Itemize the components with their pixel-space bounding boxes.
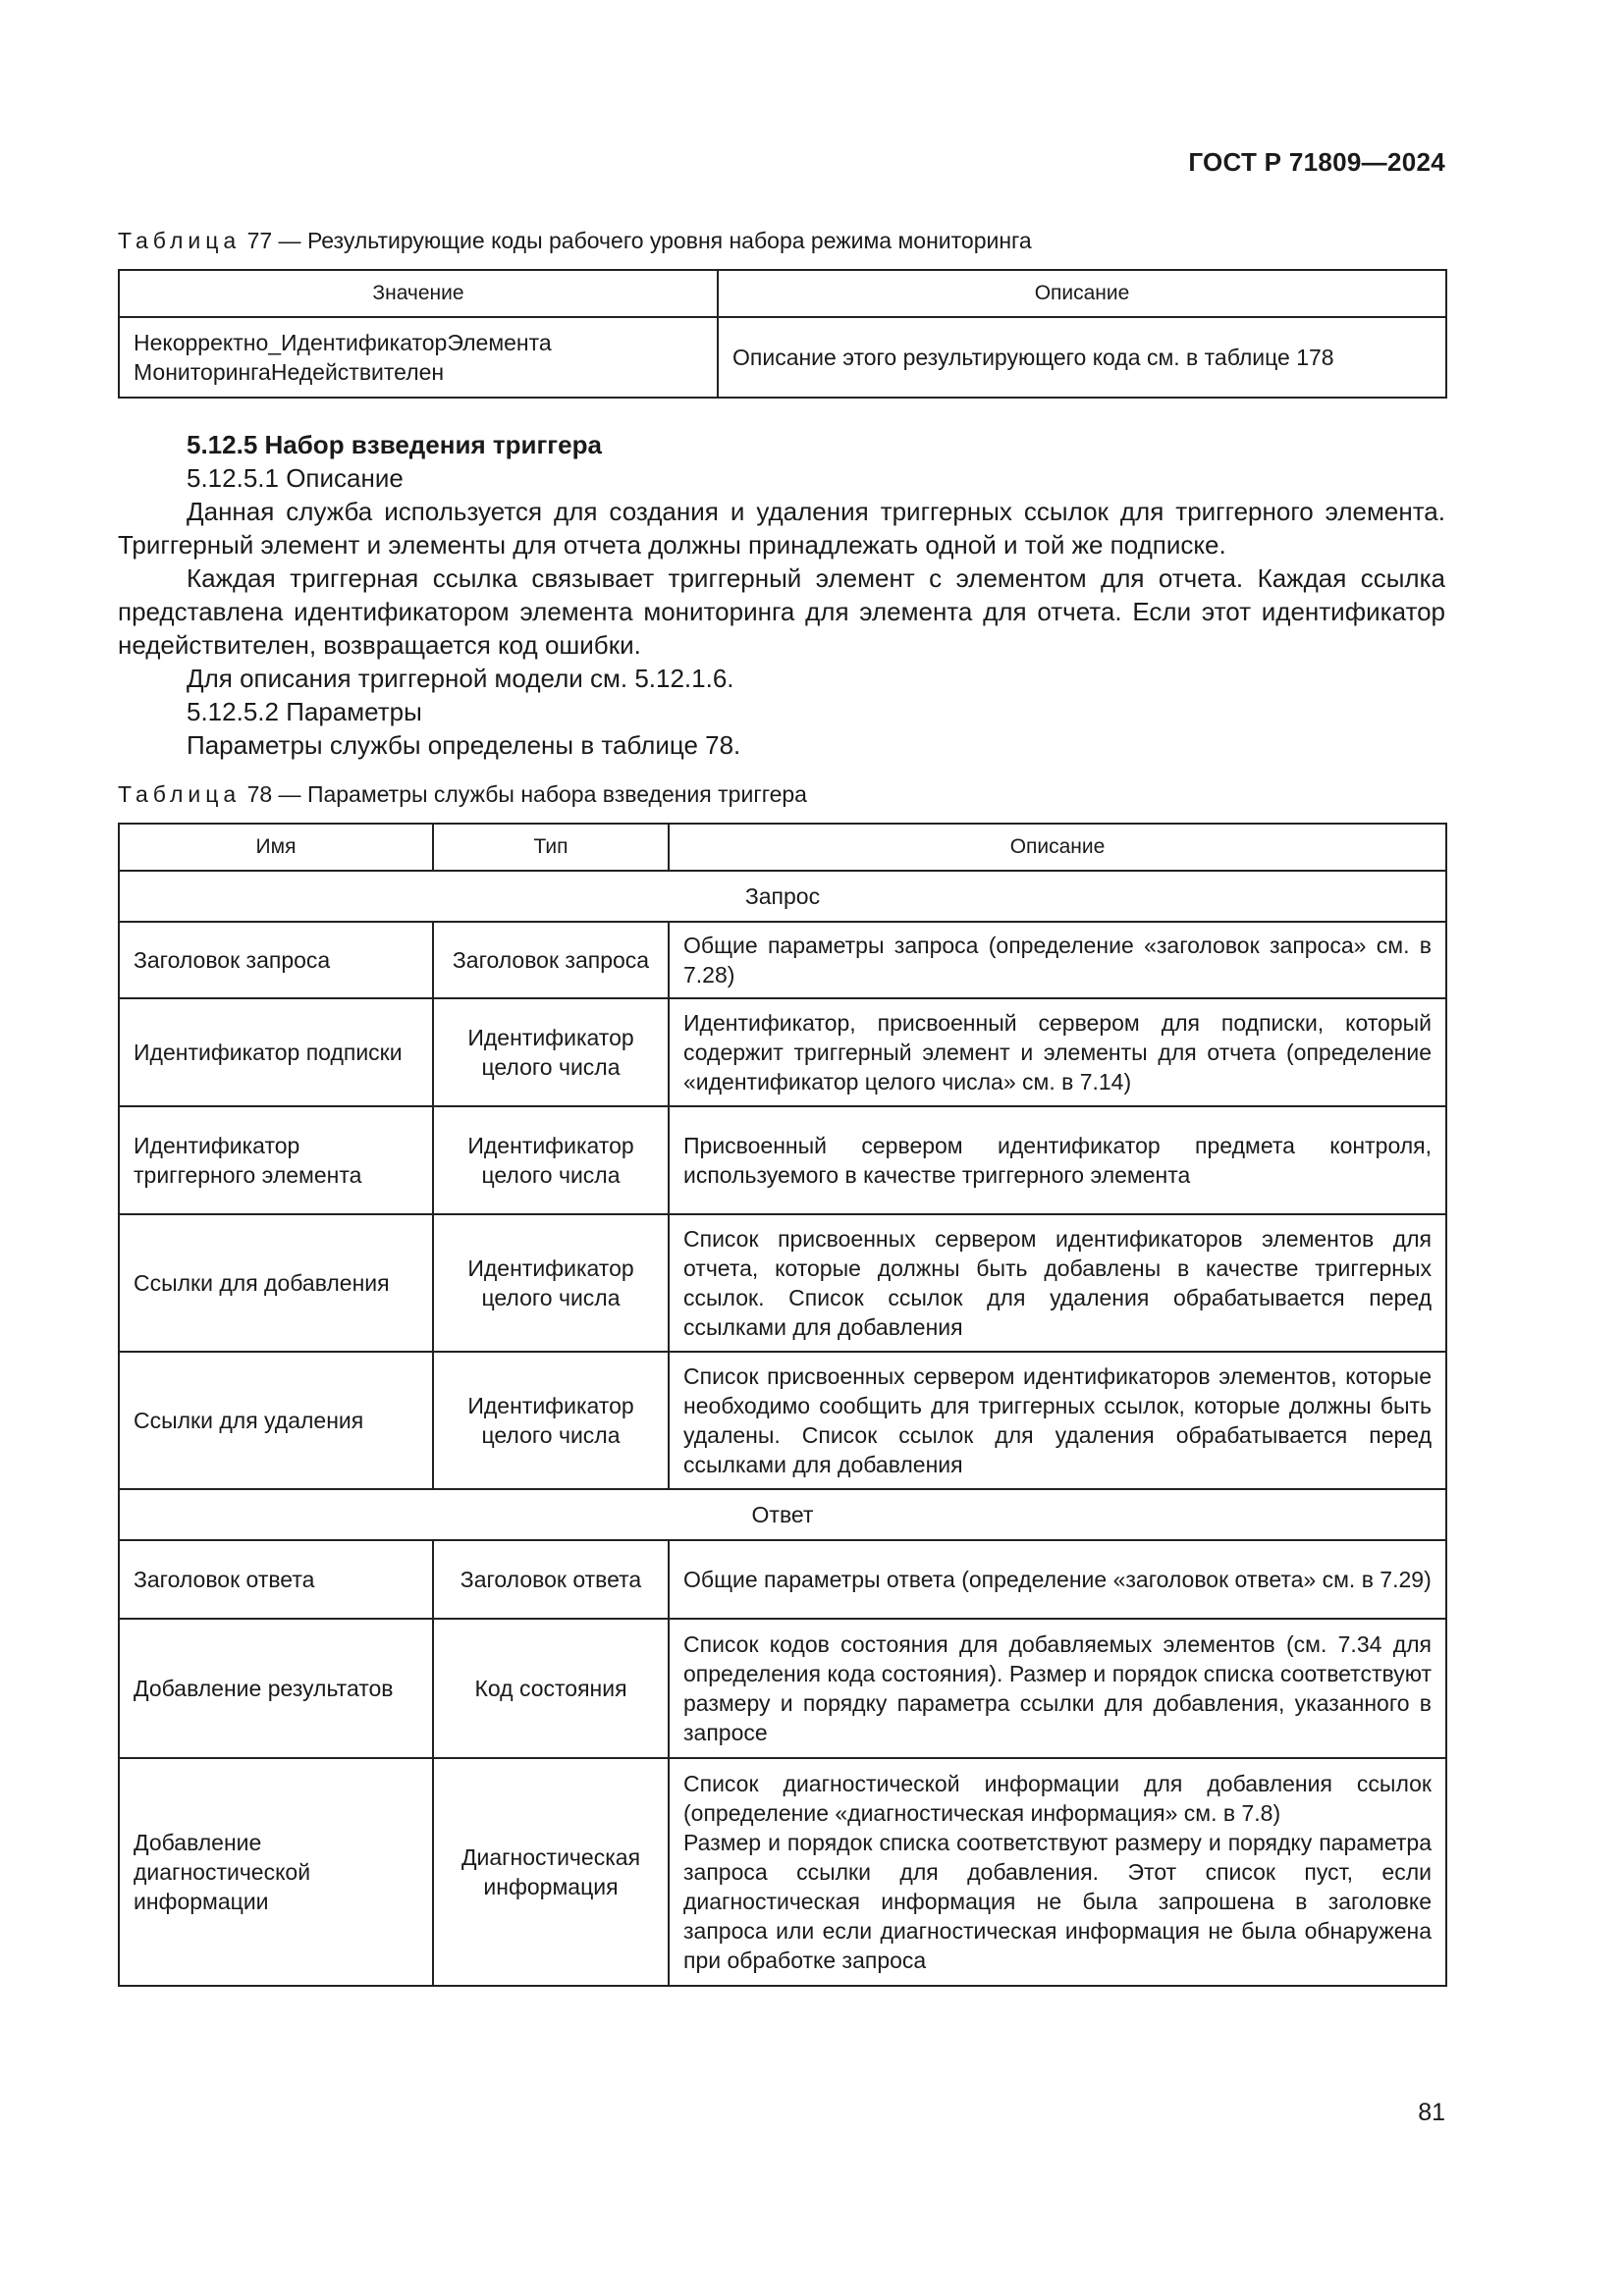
section-row-response bbox=[119, 1489, 1446, 1540]
cell-type: Заголовок запроса bbox=[433, 922, 669, 998]
table-78-caption bbox=[118, 781, 807, 808]
column-header-description: Описание bbox=[669, 824, 1446, 871]
cell-name: Заголовок ответа bbox=[119, 1540, 433, 1619]
subsection-title: 5.12.5.2 Параметры bbox=[187, 697, 422, 726]
cell-description: Список присвоенных сервером идентификаторов элементов для отчета, которые должны быть добавлены в качестве триггерных ссылок. Список ссылок для удаления обрабатывается перед ссылками для добавления bbox=[669, 1214, 1446, 1352]
description-part-1: Список диагностической информации для добавления ссылок (определение «диагностическая информация» см. в 7.8) bbox=[683, 1771, 1432, 1826]
caption-text: 77 — Результирующие коды рабочего уровня набора режима мониторинга bbox=[241, 228, 1032, 253]
cell-type: Идентификатор целого числа bbox=[433, 1106, 669, 1214]
caption-word: Таблица bbox=[118, 228, 242, 253]
cell-type: Идентификатор целого числа bbox=[433, 1214, 669, 1352]
caption-word: Таблица bbox=[118, 781, 242, 807]
cell-description: Идентификатор, присвоенный сервером для подписки, который содержит триггерный элемент и элементы для отчета (определение «идентификатор целого числа» см. в 7.14) bbox=[669, 998, 1446, 1106]
standard-code: ГОСТ Р 71809—2024 bbox=[1188, 147, 1445, 177]
table-header-row bbox=[119, 270, 1446, 317]
cell-description: Общие параметры ответа (определение «заголовок ответа» см. в 7.29) bbox=[669, 1540, 1446, 1619]
column-header-description: Описание bbox=[718, 270, 1446, 317]
cell-value bbox=[119, 317, 718, 398]
table-row bbox=[119, 922, 1446, 998]
cell-type: Заголовок ответа bbox=[433, 1540, 669, 1619]
table-77-caption bbox=[118, 228, 1032, 254]
section-body bbox=[118, 428, 1445, 762]
paragraph: Параметры службы определены в таблице 78. bbox=[187, 730, 741, 760]
table-78 bbox=[118, 823, 1447, 1987]
table-row bbox=[119, 1758, 1446, 1986]
table-row bbox=[119, 998, 1446, 1106]
table-77 bbox=[118, 269, 1447, 399]
page-number: 81 bbox=[1418, 2099, 1445, 2126]
table-row bbox=[119, 1619, 1446, 1758]
paragraph: Для описания триггерной модели см. 5.12.1.6. bbox=[187, 664, 734, 693]
cell-description: Список кодов состояния для добавляемых элементов (см. 7.34 для определения кода состояния). Размер и порядок списка соответствуют размеру и порядку параметра ссылки для добавления, указанного в запросе bbox=[669, 1619, 1446, 1758]
cell-description: Присвоенный сервером идентификатор предмета контроля, используемого в качестве триггерного элемента bbox=[669, 1106, 1446, 1214]
cell-type: Код состояния bbox=[433, 1619, 669, 1758]
cell-description: Общие параметры запроса (определение «заголовок запроса» см. в 7.28) bbox=[669, 922, 1446, 998]
paragraph: Каждая триггерная ссылка связывает триггерный элемент с элементом для отчета. Каждая ссылка представлена идентификатором элемента мониторинга для элемента для отчета. Если этот идентификатор недействителен, возвращается код ошибки. bbox=[118, 563, 1445, 660]
cell-name: Ссылки для добавления bbox=[119, 1214, 433, 1352]
column-header-name: Имя bbox=[119, 824, 433, 871]
cell-description: Список присвоенных сервером идентификаторов элементов, которые необходимо сообщить для триггерных ссылок, которые должны быть удалены. Список ссылок для удаления обрабатывается перед ссылками для добавления bbox=[669, 1352, 1446, 1489]
paragraph: Данная служба используется для создания и удаления триггерных ссылок для триггерного элемента. Триггерный элемент и элементы для отчета должны принадлежать одной и той же подписке. bbox=[118, 497, 1445, 560]
cell-name: Идентификатор триггерного элемента bbox=[119, 1106, 433, 1214]
subsection-title: 5.12.5.1 Описание bbox=[187, 463, 404, 493]
table-row bbox=[119, 1352, 1446, 1489]
column-header-value: Значение bbox=[119, 270, 718, 317]
caption-text: 78 — Параметры службы набора взведения триггера bbox=[241, 781, 807, 807]
cell-type: Идентификатор целого числа bbox=[433, 998, 669, 1106]
cell-name: Ссылки для удаления bbox=[119, 1352, 433, 1489]
table-row bbox=[119, 1540, 1446, 1619]
cell-type: Идентификатор целого числа bbox=[433, 1352, 669, 1489]
cell-description bbox=[669, 1758, 1446, 1986]
value-line-2: МониторингаНедействителен bbox=[134, 359, 445, 385]
section-label: Ответ bbox=[119, 1489, 1446, 1540]
cell-name: Добавление диагностической информации bbox=[119, 1758, 433, 1986]
section-heading: 5.12.5 Набор взведения триггера bbox=[187, 430, 602, 459]
cell-name: Идентификатор подписки bbox=[119, 998, 433, 1106]
cell-name: Добавление результатов bbox=[119, 1619, 433, 1758]
table-row bbox=[119, 317, 1446, 398]
cell-type: Диагностическая информация bbox=[433, 1758, 669, 1986]
value-line-1: Некорректно_ИдентификаторЭлемента bbox=[134, 330, 552, 355]
table-header-row bbox=[119, 824, 1446, 871]
description-part-2: Размер и порядок списка соответствуют размеру и порядку параметра запроса ссылки для добавления. Этот список пуст, если диагностическая информация не была запрошена в заголовке запроса или если диагностическая информация не была обнаружена при обработке запроса bbox=[683, 1830, 1432, 1973]
table-row bbox=[119, 1106, 1446, 1214]
section-label: Запрос bbox=[119, 871, 1446, 922]
cell-name: Заголовок запроса bbox=[119, 922, 433, 998]
section-row-request bbox=[119, 871, 1446, 922]
table-row bbox=[119, 1214, 1446, 1352]
cell-description: Описание этого результирующего кода см. в таблице 178 bbox=[718, 317, 1446, 398]
column-header-type: Тип bbox=[433, 824, 669, 871]
